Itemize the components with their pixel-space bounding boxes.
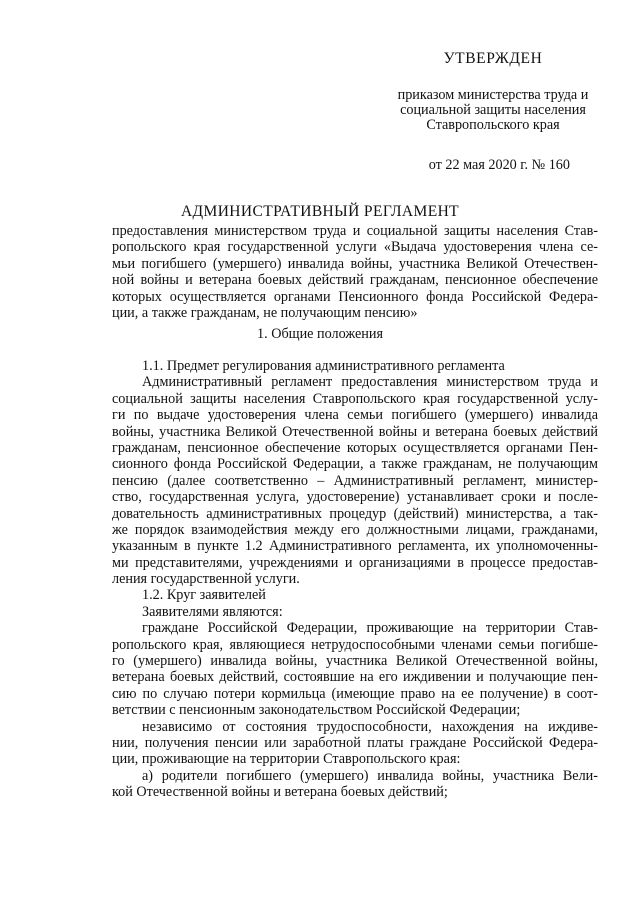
document-body [112, 358, 598, 801]
body-line: го (умершего) инвалида войны, участника Великой Отечественной войны, [112, 653, 598, 670]
order-line-3: Ставропольского края [426, 117, 560, 133]
body-line: нии, получения пенсии или заработной платы граждане Российской Федера- [112, 734, 598, 751]
body-line: ветерана боевых действий, состоявшие на его иждивении и получающие пен- [112, 669, 598, 686]
body-line: кой Отечественной войны и ветерана боевых действий; [112, 784, 448, 801]
body-line: ство, государственная услуга, удостоверение) устанавливает сроки и после- [112, 489, 598, 506]
approval-stamp-block [388, 50, 598, 173]
order-date: от 22 мая 2020 г. № 160 [428, 157, 570, 173]
document-title: АДМИНИСТРАТИВНЫЙ РЕГЛАМЕНТ [180, 203, 460, 220]
body-line: ропольского края, являющиеся нетрудоспособными членами семьи погибше- [112, 636, 598, 653]
body-line: гражданам, пенсионное обеспечение которых осуществляется органами Пен- [112, 439, 598, 456]
section-heading: 1. Общие положения [257, 326, 383, 342]
subtitle-line: предоставления министерством труда и социальной защиты населения Став- [112, 223, 598, 239]
body-line: пенсию (далее соответственно – Административный регламент, министер- [112, 472, 598, 489]
body-line: указанным в пункте 1.2 Административного регламента, их уполномоченны- [112, 538, 598, 555]
body-line: независимо от состояния трудоспособности, нахождения на иждиве- [142, 718, 598, 735]
subtitle-line: ной войны и ветерана боевых действий гражданам, пенсионное обеспечение [112, 272, 598, 289]
body-line: Административный регламент предоставления министерством труда и [142, 374, 598, 391]
approved-label: УТВЕРЖДЕН [443, 50, 543, 67]
body-line: сионного фонда Российской Федерации, а также гражданам, не получающим [112, 456, 598, 473]
body-line: граждане Российской Федерации, проживающие на территории Став- [142, 620, 598, 637]
body-line: Заявителями являются: [142, 603, 283, 620]
document-subtitle [112, 224, 598, 322]
order-line-1: приказом министерства труда и [397, 87, 589, 103]
subtitle-line: ропольского края государственной услуги «Выдача удостоверения члена се- [112, 239, 598, 256]
body-line: ги по выдаче удостоверения члена семьи погибшего (умершего) инвалида [112, 407, 598, 424]
body-line: войны, участника Великой Отечественной войны и ветерана боевых действий [112, 423, 598, 440]
body-line: ми представителями, учреждениями и организациями в процессе предостав- [112, 554, 598, 571]
body-line: социальной защиты населения Ставропольского края государственной услу- [112, 390, 598, 407]
body-line: ления государственной услуги. [112, 571, 300, 588]
order-line-2: социальной защиты населения [400, 102, 586, 118]
body-line: ветствии с пенсионным законодательством Российской Федерации; [112, 702, 521, 719]
subtitle-line: мьи погибшего (умершего) инвалида войны, участника Великой Отечествен- [112, 255, 598, 272]
subsection-heading: 1.2. Круг заявителей [142, 587, 266, 604]
body-line: сию по случаю потери кормильца (имеющие право на ее получение) в соот- [112, 685, 598, 702]
body-line: же порядок взаимодействия между его должностными лицами, гражданами, [112, 521, 598, 538]
body-line: довательность административных процедур (действий) министерства, а так- [112, 505, 598, 522]
subsection-heading: 1.1. Предмет регулирования административного регламента [142, 358, 505, 374]
body-line: а) родители погибшего (умершего) инвалида войны, участника Вели- [142, 767, 598, 784]
subtitle-line: которых осуществляется органами Пенсионного фонда Российской Федера- [112, 288, 598, 305]
subtitle-line: ции, а также гражданам, не получающим пенсию» [112, 304, 418, 321]
body-line: ции, проживающие на территории Ставропольского края: [112, 751, 461, 768]
